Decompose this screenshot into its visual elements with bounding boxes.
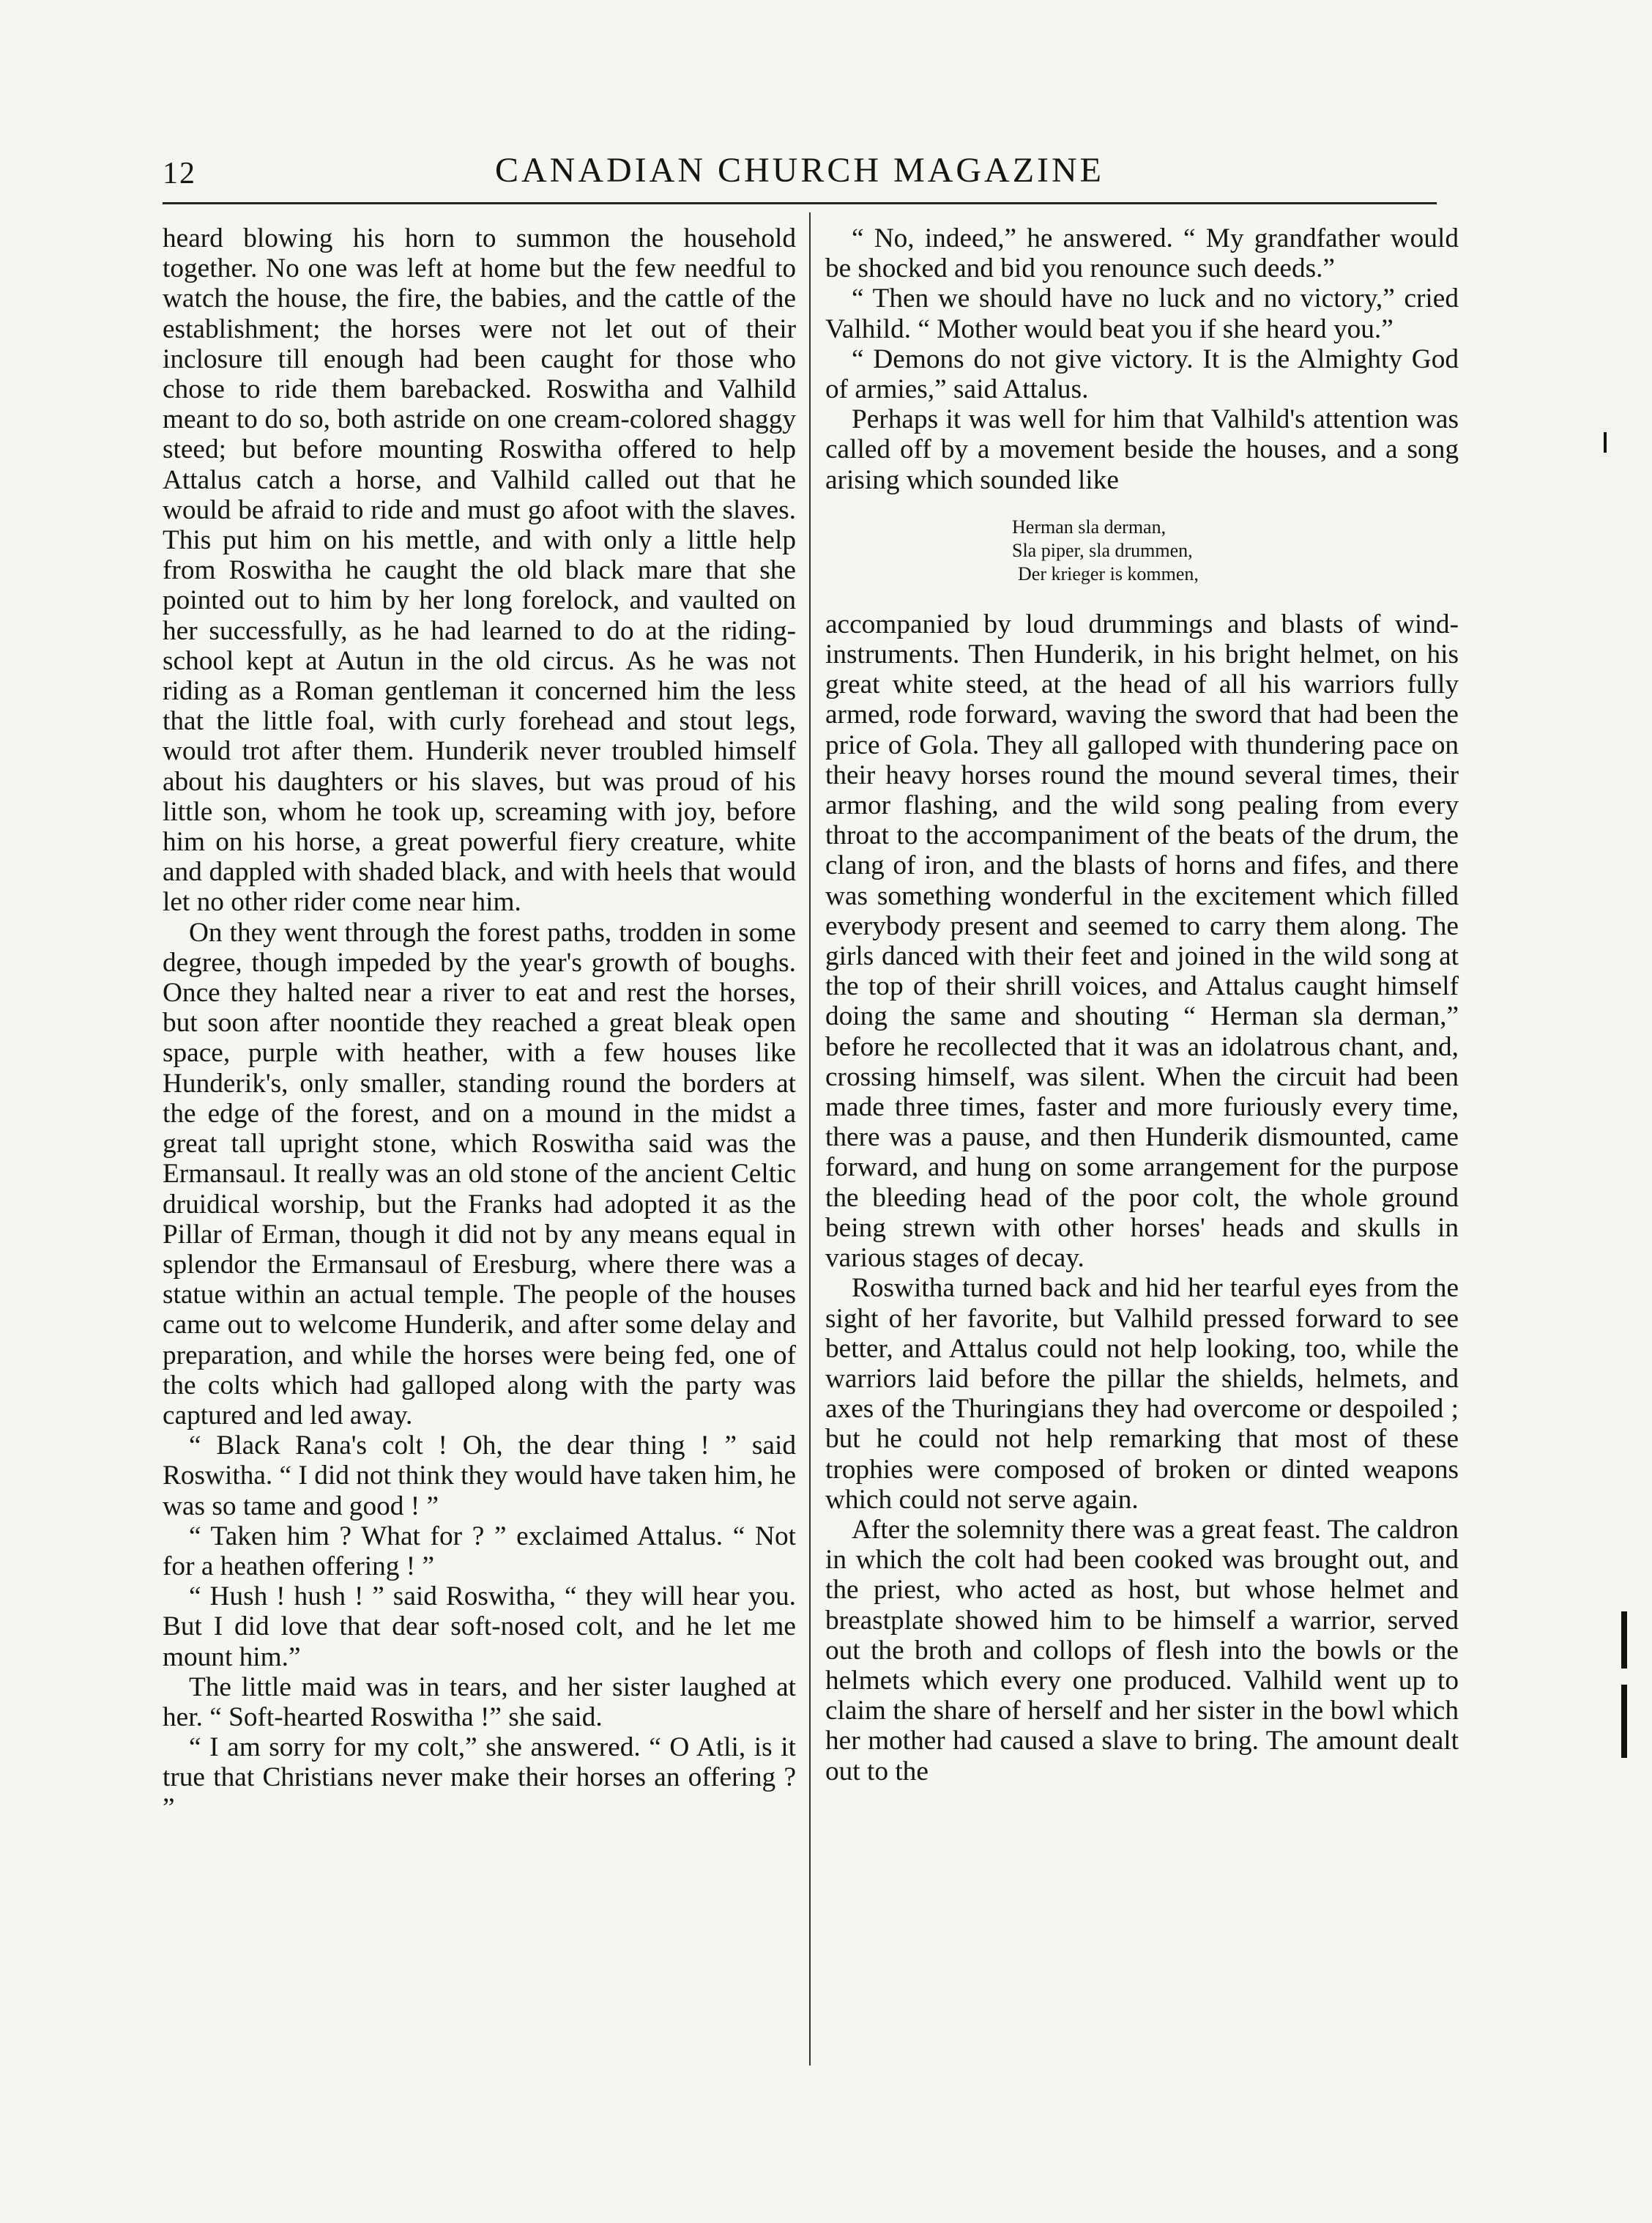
paragraph: The little maid was in tears, and her sister laughed at her. “ Soft-hearted Roswitha !” she said.	[163, 1671, 796, 1732]
paragraph: accompanied by loud drummings and blasts of wind-instruments. Then Hunderik, in his bright helmet, on his great white steed, at the head of all his warriors fully armed, rode forward, waving the sword that had been the price of Gola. They all galloped with thundering pace on their heavy horses round the mound several times, their armor flashing, and the wild song pealing from every throat to the accompaniment of the beats of the drum, the clang of iron, and the blasts of horns and fifes, and there was something wonderful in the excitement which filled everybody present and seemed to carry them along. The girls danced with their feet and joined in the wild song at the top of their shrill voices, and Attalus caught himself doing the same and shouting “ Herman sla derman,” before he recollected that it was an idolatrous chant, and, crossing himself, was silent. When the circuit had been made three times, faster and more furiously every time, there was a pause, and then Hunderik dismounted, came forward, and hung on some arrangement for the purpose the bleeding head of the poor colt, the whole ground being strewn with other horses' heads and skulls in various stages of decay.	[825, 609, 1459, 1274]
paragraph: “ I am sorry for my colt,” she answered. “ O Atli, is it true that Christians never make their horses an offering ? ”	[163, 1732, 796, 1823]
left-column	[163, 223, 796, 1823]
verse-line: Sla piper, sla drummen,	[1012, 539, 1193, 561]
paragraph: “ Demons do not give victory. It is the Almighty God of armies,” said Attalus.	[825, 344, 1459, 405]
paragraph: “ Taken him ? What for ? ” exclaimed Attalus. “ Not for a heathen offering ! ”	[163, 1521, 796, 1581]
paragraph: “ Black Rana's colt ! Oh, the dear thing ! ” said Roswitha. “ I did not think they would have taken him, he was so tame and good ! ”	[163, 1430, 796, 1521]
scan-margin-mark	[1621, 1611, 1627, 1669]
page-number: 12	[163, 157, 196, 190]
paragraph: After the solemnity there was a great feast. The caldron in which the colt had been cooked was brought out, and the priest, who acted as host, but whose helmet and breastplate showed him to be himself a warrior, served out the broth and collops of flesh into the bowls or the helmets which every one produced. Valhild went up to claim the share of herself and her sister in the bowl which her mother had caused a slave to bring. The amount dealt out to the	[825, 1514, 1459, 1786]
right-column-lower	[825, 609, 1459, 1786]
running-head-title: CANADIAN CHURCH MAGAZINE	[495, 151, 1104, 190]
paragraph: heard blowing his horn to summon the household together. No one was left at home but the few needful to watch the house, the fire, the babies, and the cattle of the establishment; the horses were not let out of their inclosure till enough had been caught for those who chose to ride them barebacked. Roswitha and Valhild meant to do so, both astride on one cream-colored shaggy steed; but before mounting Roswitha offered to help Attalus catch a horse, and Valhild called out that he would be afraid to ride and must go afoot with the slaves. This put him on his mettle, and with only a little help from Roswitha he caught the old black mare that she pointed out to him by her long forelock, and vaulted on her successfully, as he had learned to do at the riding-school kept at Autun in the old circus. As he was not riding as a Roman gentleman it concerned him the less that the little foal, with curly forehead and stout legs, would trot after them. Hunderik never troubled himself about his daughters or his slaves, but was proud of his little son, whom he took up, screaming with joy, before him on his horse, a great powerful fiery creature, white and dappled with shaded black, and with heels that would let no other rider come near him.	[163, 223, 796, 918]
header-rule	[163, 202, 1437, 204]
verse-line: Herman sla derman,	[1012, 516, 1167, 538]
scan-margin-mark	[1604, 432, 1607, 453]
verse-block	[825, 516, 1459, 586]
paragraph: “ Hush ! hush ! ” said Roswitha, “ they will hear you. But I did love that dear soft-nosed colt, and he let me mount him.”	[163, 1581, 796, 1672]
page-header	[163, 150, 1437, 201]
right-column-upper	[825, 223, 1459, 495]
right-column	[825, 223, 1459, 1786]
paragraph: “ Then we should have no luck and no victory,” cried Valhild. “ Mother would beat you if she heard you.”	[825, 283, 1459, 344]
verse-line: Der krieger is kommen,	[1018, 563, 1199, 584]
paragraph: On they went through the forest paths, trodden in some degree, though impeded by the year's growth of boughs. Once they halted near a river to eat and rest the horses, but soon after noontide they reached a great bleak open space, purple with heather, with a few houses like Hunderik's, only smaller, standing round the borders at the edge of the forest, and on a mound in the midst a great tall upright stone, which Roswitha said was the Ermansaul. It really was an old stone of the ancient Celtic druidical worship, but the Franks had adopted it as the Pillar of Erman, though it did not by any means equal in splendor the Ermansaul of Eresburg, where there was a statue within an actual temple. The people of the houses came out to welcome Hunderik, and after some delay and preparation, and while the horses were being fed, one of the colts which had galloped along with the party was captured and led away.	[163, 917, 796, 1430]
column-divider	[809, 212, 811, 2066]
scan-margin-mark	[1621, 1685, 1627, 1758]
paragraph: Perhaps it was well for him that Valhild's attention was called off by a movement beside the houses, and a song arising which sounded like	[825, 404, 1459, 495]
paragraph: “ No, indeed,” he answered. “ My grandfather would be shocked and bid you renounce such deeds.”	[825, 223, 1459, 284]
paragraph: Roswitha turned back and hid her tearful eyes from the sight of her favorite, but Valhild pressed forward to see better, and Attalus could not help looking, too, while the warriors laid before the pillar the shields, helmets, and axes of the Thuringians they had overcome or despoiled ; but he could not help remarking that most of these trophies were composed of broken or dinted weapons which could not serve again.	[825, 1273, 1459, 1515]
